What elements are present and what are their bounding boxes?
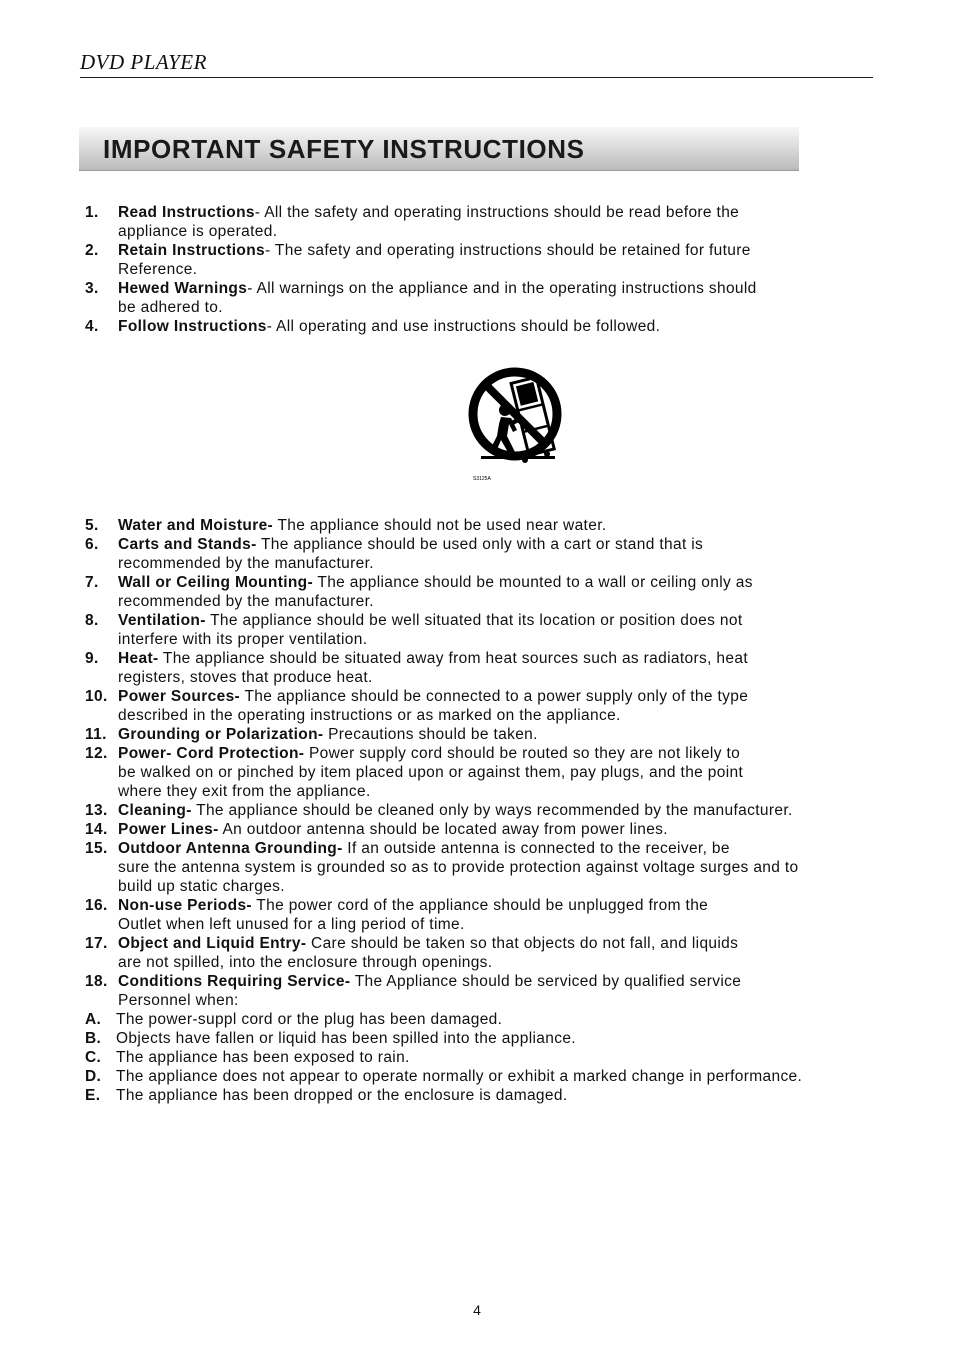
item-text-cont: Personnel when:: [118, 992, 239, 1009]
item-text: Power supply cord should be routed so they are not likely to: [304, 745, 741, 762]
item-text: The appliance should be cleaned only by ways recommended by the manufacturer.: [191, 802, 793, 819]
item-text-cont: recommended by the manufacturer.: [118, 593, 374, 610]
item-text: The appliance should be situated away from heat sources such as radiators, heat: [158, 650, 749, 667]
list-item: [85, 611, 905, 649]
item-term: Follow Instructions: [118, 318, 267, 335]
instruction-list-top: [85, 203, 905, 336]
item-term: Grounding or Polarization-: [118, 726, 324, 743]
item-text: The appliance should be mounted to a wall or ceiling only as: [313, 574, 753, 591]
item-number: 9.: [85, 650, 99, 667]
item-text: - The safety and operating instructions should be retained for future: [265, 242, 751, 259]
item-term: Read Instructions: [118, 204, 255, 221]
item-text: Precautions should be taken.: [323, 726, 538, 743]
item-letter: E.: [85, 1087, 101, 1104]
item-term: Power- Cord Protection-: [118, 745, 305, 762]
instruction-list-bottom: [85, 516, 905, 1105]
item-term: Object and Liquid Entry-: [118, 935, 307, 952]
item-term: Wall or Ceiling Mounting-: [118, 574, 314, 591]
item-number: 3.: [85, 280, 99, 297]
page-number: 4: [473, 1302, 481, 1318]
item-text: Care should be taken so that objects do not fall, and liquids: [306, 935, 739, 952]
item-text-cont: where they exit from the appliance.: [118, 783, 371, 800]
item-letter: D.: [85, 1068, 102, 1085]
list-item: [85, 649, 905, 687]
item-text: The appliance should be connected to a power supply only of the type: [240, 688, 749, 705]
item-letter: C.: [85, 1049, 102, 1066]
item-text: The appliance has been dropped or the enclosure is damaged.: [116, 1087, 568, 1104]
list-item: [85, 1086, 905, 1105]
item-text-cont: appliance is operated.: [118, 223, 278, 240]
item-number: 17.: [85, 935, 108, 952]
item-text-cont: be adhered to.: [118, 299, 223, 316]
list-item: [85, 896, 905, 934]
item-letter: A.: [85, 1011, 102, 1028]
item-text: The appliance should not be used near water.: [273, 517, 607, 534]
item-term: Retain Instructions: [118, 242, 266, 259]
list-item: [85, 934, 905, 972]
item-term: Conditions Requiring Service-: [118, 973, 351, 990]
list-item: [85, 1067, 905, 1086]
item-text: The power cord of the appliance should be unplugged from the: [251, 897, 709, 914]
item-letter: B.: [85, 1030, 102, 1047]
item-text-cont: are not spilled, into the enclosure through openings.: [118, 954, 493, 971]
section-banner: [79, 127, 799, 171]
item-text-cont: be walked on or pinched by item placed upon or against them, pay plugs, and the point: [118, 764, 744, 781]
cart-tip-over-warning-icon: [463, 352, 563, 484]
item-number: 13.: [85, 802, 108, 819]
list-item: [85, 744, 905, 801]
item-number: 18.: [85, 973, 108, 990]
item-text: - All operating and use instructions should be followed.: [266, 318, 661, 335]
item-number: 10.: [85, 688, 108, 705]
item-number: 14.: [85, 821, 108, 838]
item-text: An outdoor antenna should be located away from power lines.: [218, 821, 668, 838]
item-text-cont: interfere with its proper ventilation.: [118, 631, 368, 648]
item-text: - All the safety and operating instructions should be read before the: [254, 204, 740, 221]
header-rule: [80, 77, 873, 78]
list-item: [85, 820, 905, 839]
list-item: [85, 1048, 905, 1067]
item-text-cont: sure the antenna system is grounded so as to provide protection against voltage surges and to: [118, 859, 799, 876]
item-text-cont: registers, stoves that produce heat.: [118, 669, 373, 686]
item-text: If an outside antenna is connected to the receiver, be: [342, 840, 730, 857]
item-number: 11.: [85, 726, 107, 743]
item-text: The appliance has been exposed to rain.: [116, 1049, 410, 1066]
item-number: 5.: [85, 517, 99, 534]
item-text-cont: described in the operating instructions or as marked on the appliance.: [118, 707, 621, 724]
item-number: 8.: [85, 612, 99, 629]
item-text: The Appliance should be serviced by qualified service: [350, 973, 742, 990]
list-item: [85, 1010, 905, 1029]
list-item: [85, 1029, 905, 1048]
list-item: [85, 535, 905, 573]
item-text-cont: Outlet when left unused for a ling period of time.: [118, 916, 465, 933]
list-item: [85, 317, 905, 336]
section-title: IMPORTANT SAFETY INSTRUCTIONS: [103, 134, 585, 164]
item-number: 4.: [85, 318, 99, 335]
list-item: [85, 203, 905, 241]
list-item: [85, 573, 905, 611]
item-number: 7.: [85, 574, 99, 591]
list-item: [85, 972, 905, 1010]
item-term: Water and Moisture-: [118, 517, 274, 534]
item-number: 16.: [85, 897, 108, 914]
item-term: Outdoor Antenna Grounding-: [118, 840, 343, 857]
list-item: [85, 241, 905, 279]
item-number: 15.: [85, 840, 108, 857]
list-item: [85, 839, 905, 896]
item-number: 1.: [85, 204, 99, 221]
item-term: Hewed Warnings: [118, 280, 248, 297]
item-term: Power Lines-: [118, 821, 219, 838]
item-term: Heat-: [118, 650, 159, 667]
list-item: [85, 801, 905, 820]
item-number: 2.: [85, 242, 99, 259]
item-text: The appliance should be well situated that its location or position does not: [205, 612, 743, 629]
item-text-cont: build up static charges.: [118, 878, 285, 895]
list-item: [85, 687, 905, 725]
item-number: 12.: [85, 745, 108, 762]
item-text: The power-suppl cord or the plug has been damaged.: [116, 1011, 503, 1028]
item-text: The appliance should be used only with a cart or stand that is: [256, 536, 704, 553]
item-term: Cleaning-: [118, 802, 192, 819]
symbol-caption: S3125A: [473, 476, 491, 482]
item-term: Ventilation-: [118, 612, 206, 629]
list-item: [85, 725, 905, 744]
item-text: The appliance does not appear to operate normally or exhibit a marked change in performance.: [116, 1068, 803, 1085]
list-item: [85, 279, 905, 317]
item-text-cont: Reference.: [118, 261, 198, 278]
item-text-cont: recommended by the manufacturer.: [118, 555, 374, 572]
item-number: 6.: [85, 536, 99, 553]
item-text: - All warnings on the appliance and in the operating instructions should: [247, 280, 757, 297]
list-item: [85, 516, 905, 535]
document-header-title: DVD PLAYER: [80, 50, 207, 74]
item-text: Objects have fallen or liquid has been spilled into the appliance.: [116, 1030, 576, 1047]
item-term: Non-use Periods-: [118, 897, 252, 914]
item-term: Carts and Stands-: [118, 536, 257, 553]
item-term: Power Sources-: [118, 688, 241, 705]
